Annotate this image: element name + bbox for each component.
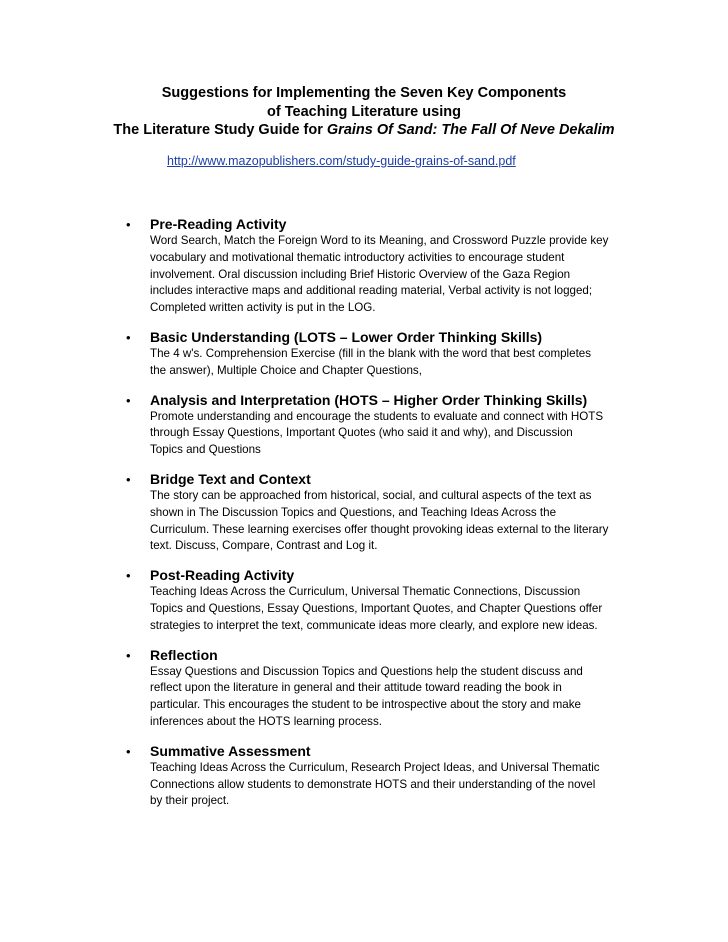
item-heading: Bridge Text and Context (150, 470, 311, 487)
description-line: Topics and Questions (150, 443, 261, 457)
bullet-icon: • (126, 392, 131, 408)
title-line-3-prefix: The Literature Study Guide for (113, 122, 327, 138)
item-description (150, 760, 630, 810)
document-title (0, 84, 728, 140)
description-line: the answer), Multiple Choice and Chapter Questions, (150, 363, 422, 377)
description-line: Connections allow students to demonstrate HOTS and their understanding of the novel (150, 777, 596, 791)
description-line: Essay Questions and Discussion Topics and Questions help the student discuss and (150, 664, 583, 678)
description-line: through Essay Questions, Important Quotes (who said it and why), and Discussion (150, 426, 573, 440)
description-line: Teaching Ideas Across the Curriculum, Research Project Ideas, and Universal Thematic (150, 760, 600, 774)
item-description (150, 409, 630, 459)
list-item (120, 215, 630, 317)
description-line: The 4 w's. Comprehension Exercise (fill in the blank with the word that best completes (150, 346, 592, 360)
item-description (150, 664, 630, 731)
title-line-3 (0, 121, 728, 140)
description-line: Promote understanding and encourage the students to evaluate and connect with HOTS (150, 409, 604, 423)
item-heading: Reflection (150, 646, 218, 663)
description-line: Word Search, Match the Foreign Word to its Meaning, and Crossword Puzzle provide key (150, 234, 609, 247)
title-line-2: of Teaching Literature using (267, 103, 461, 120)
item-heading: Pre-Reading Activity (150, 216, 287, 232)
component-list (120, 215, 630, 821)
item-description (150, 584, 630, 634)
description-line: Curriculum. These learning exercises offer thought provoking ideas external to the literary (150, 522, 609, 536)
book-title: Grains Of Sand: The Fall Of Neve Dekalim (326, 122, 615, 138)
description-line: Topics and Questions, Essay Questions, Important Quotes, and Chapter Questions offer (150, 601, 603, 615)
description-line: text. Discuss, Compare, Contrast and Log it. (150, 539, 378, 553)
description-line: inferences about the HOTS learning process. (150, 714, 382, 728)
item-heading: Summative Assessment (150, 742, 311, 759)
list-item (120, 328, 630, 380)
description-line: vocabulary and motivational thematic introductory activities to encourage student (150, 250, 565, 264)
description-line: by their project. (150, 794, 230, 808)
study-guide-link[interactable]: http://www.mazopublishers.com/study-guide-grains-of-sand.pdf (167, 154, 516, 168)
item-heading: Basic Understanding (LOTS – Lower Order Thinking Skills) (150, 328, 543, 345)
title-line-1: Suggestions for Implementing the Seven Key Components (161, 85, 567, 101)
bullet-icon: • (126, 647, 131, 663)
list-item (120, 391, 630, 459)
item-description (150, 233, 630, 317)
bullet-icon: • (126, 743, 131, 759)
description-line: Teaching Ideas Across the Curriculum, Universal Thematic Connections, Discussion (150, 585, 581, 599)
bullet-icon: • (126, 568, 131, 584)
bullet-icon: • (126, 471, 131, 487)
item-description (150, 346, 630, 380)
description-line: reflect upon the literature in general and their attitude toward reading the book in (150, 681, 562, 695)
list-item (120, 470, 630, 555)
description-line: shown in The Discussion Topics and Questions, and Teaching Ideas Across the (150, 505, 557, 519)
bullet-icon: • (126, 217, 131, 232)
list-item (120, 566, 630, 634)
description-line: involvement. Oral discussion including Brief Historic Overview of the Gaza Region (150, 267, 571, 281)
description-line: particular. This encourages the student to be introspective about the story and make (150, 698, 581, 712)
description-line: includes interactive maps and additional reading material, Verbal activity is not logged; (150, 284, 593, 298)
item-heading: Analysis and Interpretation (HOTS – Higher Order Thinking Skills) (150, 391, 588, 408)
list-item (120, 646, 630, 731)
description-line: Completed written activity is put in the LOG. (150, 301, 376, 315)
bullet-icon: • (126, 329, 131, 345)
item-description (150, 488, 630, 555)
item-heading: Post-Reading Activity (150, 567, 295, 584)
list-item (120, 742, 630, 810)
description-line: strategies to interpret the text, communicate ideas more clearly, and explore new ideas. (150, 618, 598, 632)
description-line: The story can be approached from historical, social, and cultural aspects of the text as (150, 488, 592, 502)
